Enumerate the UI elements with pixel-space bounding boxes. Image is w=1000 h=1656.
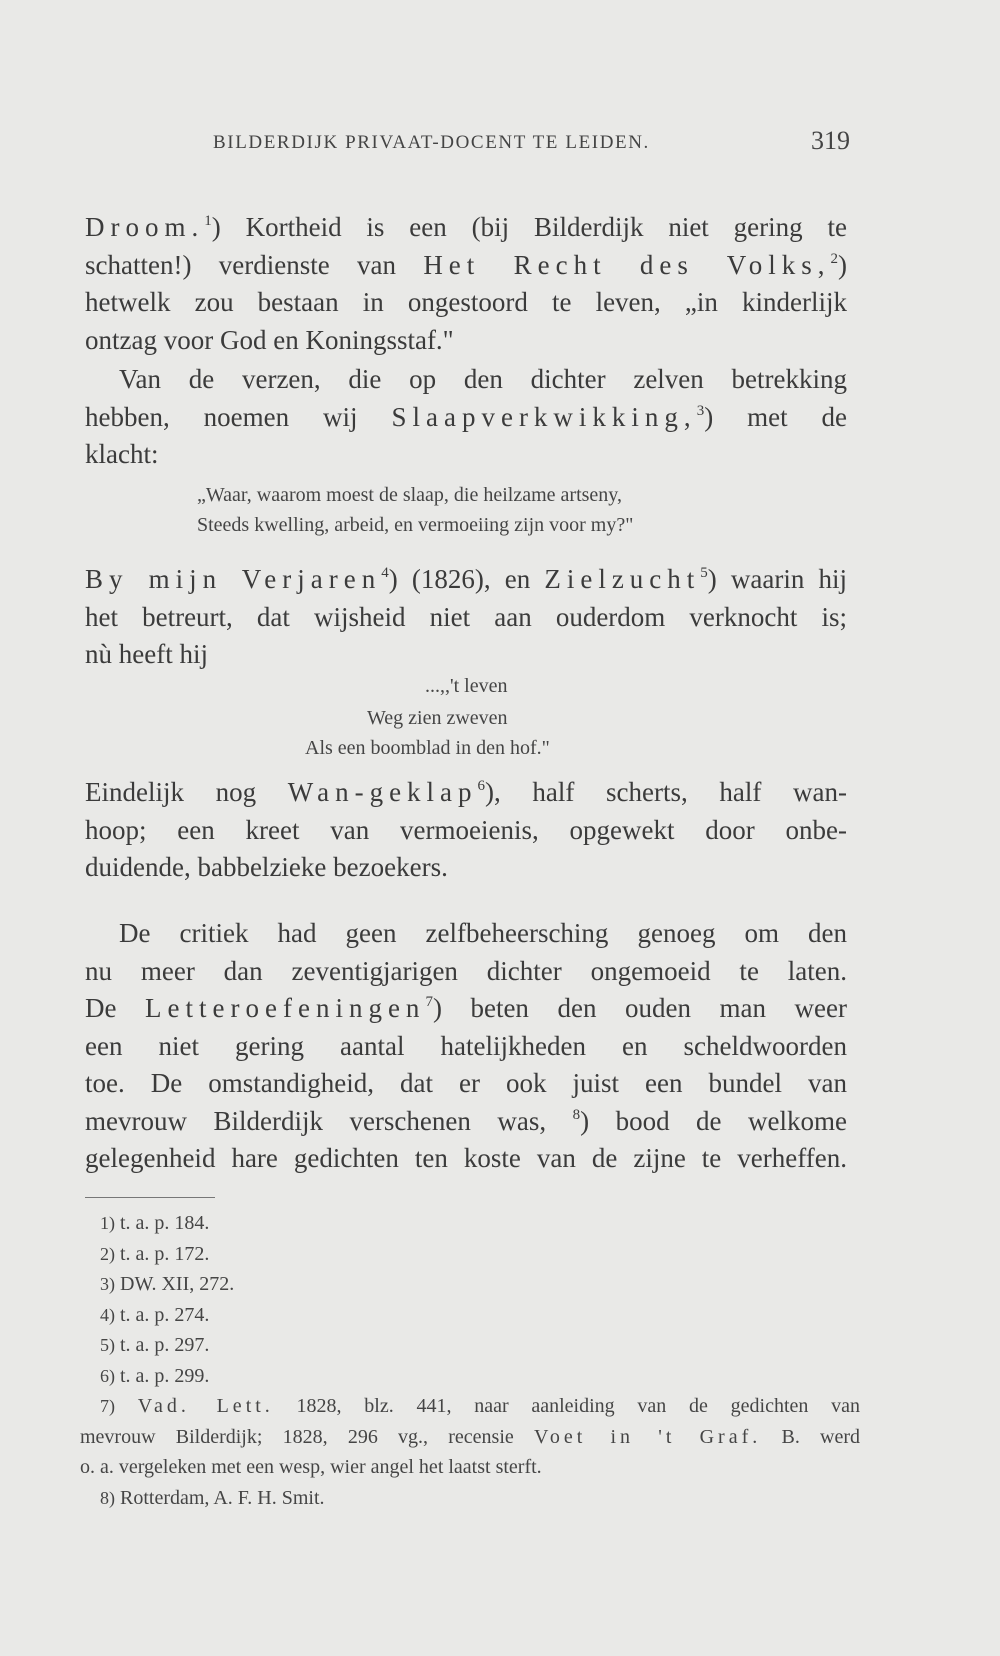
text-run: ) Kortheid is een (bij Bilderdijk niet gering te bbox=[211, 212, 847, 242]
footnote-6 bbox=[100, 1361, 860, 1392]
footnote-text: t. a. p. 172. bbox=[120, 1242, 210, 1265]
footnote-text: t. a. p. 184. bbox=[120, 1212, 210, 1234]
footnote-text: mevrouw Bilderdijk; 1828, 296 vg., recensie bbox=[80, 1425, 534, 1448]
footnote-number: 3) bbox=[100, 1274, 115, 1294]
text-line bbox=[85, 399, 847, 437]
text-run: schatten!) verdienste van bbox=[85, 249, 424, 280]
footnote-number: 2) bbox=[100, 1243, 115, 1264]
page-number: 319 bbox=[811, 126, 850, 155]
spaced-title: Wan-geklap bbox=[287, 777, 478, 807]
text-run: De bbox=[85, 993, 146, 1023]
text-line bbox=[85, 1103, 847, 1141]
paragraph-5 bbox=[85, 915, 847, 1178]
footnotes bbox=[80, 1208, 861, 1513]
text-line bbox=[85, 774, 847, 812]
paragraph-3 bbox=[85, 561, 847, 674]
footnote-ref: 8 bbox=[572, 1106, 581, 1123]
footnote-7-continued: o. a. vergeleken met een wesp, wier angel het laatst sterft. bbox=[80, 1456, 542, 1478]
text-line bbox=[85, 247, 847, 285]
text-run: ) met de bbox=[704, 401, 847, 432]
text-run: ) bbox=[837, 249, 847, 280]
paragraph-1 bbox=[85, 209, 847, 359]
footnote-ref: 6 bbox=[477, 778, 486, 794]
footnote-number: 6) bbox=[100, 1365, 115, 1386]
spaced-title: Zielzucht bbox=[544, 564, 701, 594]
footnote-5 bbox=[100, 1330, 860, 1361]
header-rule bbox=[95, 176, 850, 182]
footnote-text: B. werd bbox=[761, 1425, 861, 1448]
footnote-number: 8) bbox=[100, 1487, 115, 1508]
text-run: ), half scherts, half wan- bbox=[485, 777, 847, 807]
footnote-ref: 4 bbox=[381, 565, 389, 581]
spaced-title: Het Recht des Volks, bbox=[423, 249, 831, 280]
verse-quote-2-line-3 bbox=[305, 733, 550, 763]
text-line: De critiek had geen zelfbeheersching genoeg om den bbox=[119, 918, 847, 948]
footnote-7-continued bbox=[80, 1422, 860, 1453]
paragraph-4 bbox=[85, 774, 847, 887]
text-line: ontzag voor God en Koningsstaf." bbox=[85, 324, 454, 355]
footnote-ref: 2 bbox=[830, 250, 838, 267]
text-line bbox=[85, 990, 847, 1028]
footnote-text: Rotterdam, A. F. H. Smit. bbox=[120, 1486, 325, 1509]
page-header bbox=[95, 126, 850, 172]
footnote-4 bbox=[100, 1300, 860, 1331]
paragraph-2 bbox=[85, 361, 847, 474]
text-run: ) beten den ouden man weer bbox=[432, 993, 848, 1023]
footnote-number: 7) bbox=[100, 1396, 115, 1416]
spaced-title: Voet in 't Graf. bbox=[533, 1425, 762, 1448]
verse-line: Steeds kwelling, arbeid, en vermoeiing zijn voor my?" bbox=[197, 514, 634, 536]
footnote-separator bbox=[85, 1197, 215, 1198]
text-line: toe. De omstandigheid, dat er ook juist een bundel van bbox=[85, 1068, 847, 1098]
verse-line: ...,,'t leven bbox=[425, 675, 508, 697]
text-line: het betreurt, dat wijsheid niet aan ouderdom verknocht is; bbox=[85, 601, 847, 632]
text-run: mevrouw Bilderdijk verschenen was, bbox=[85, 1105, 573, 1136]
spaced-title: Letteroefeningen bbox=[145, 993, 426, 1023]
text-line: nù heeft hij bbox=[85, 639, 208, 669]
spaced-title: Droom. bbox=[85, 212, 205, 242]
footnote-8 bbox=[100, 1483, 860, 1514]
verse-quote-2-line-1 bbox=[425, 671, 507, 701]
text-line: nu meer dan zeventigjarigen dichter ongemoeid te laten. bbox=[85, 955, 847, 986]
footnote-3 bbox=[100, 1269, 860, 1300]
footnote-text: DW. XII, 272. bbox=[120, 1273, 235, 1295]
text-line: hoop; een kreet van vermoeienis, opgewekt door onbe- bbox=[85, 814, 847, 845]
footnote-ref: 5 bbox=[700, 565, 708, 581]
text-line bbox=[85, 209, 847, 247]
footnote-2 bbox=[100, 1239, 860, 1270]
footnote-1 bbox=[100, 1208, 860, 1239]
footnote-text: t. a. p. 299. bbox=[120, 1364, 210, 1387]
footnote-7 bbox=[100, 1391, 860, 1422]
text-line: gelegenheid hare gedichten ten koste van de zijne te verheffen. bbox=[85, 1143, 847, 1173]
footnote-number: 4) bbox=[100, 1304, 115, 1325]
verse-quote-1 bbox=[197, 480, 633, 540]
text-run: hebben, noemen wij bbox=[85, 401, 392, 432]
spaced-title: Vad. Lett. bbox=[137, 1395, 274, 1417]
text-line: Van de verzen, die op den dichter zelven betrekking bbox=[119, 364, 847, 394]
verse-quote-2-line-2 bbox=[367, 703, 508, 733]
footnote-number: 1) bbox=[100, 1213, 115, 1233]
footnote-ref: 3 bbox=[696, 402, 705, 419]
text-run: Eindelijk nog bbox=[85, 777, 288, 807]
verse-line: Als een boomblad in den hof." bbox=[305, 737, 550, 759]
verse-line: Weg zien zweven bbox=[367, 707, 508, 729]
text-line: een niet gering aantal hatelijkheden en scheldwoorden bbox=[85, 1030, 847, 1061]
footnote-text: t. a. p. 274. bbox=[120, 1303, 210, 1326]
running-title: BILDERDIJK PRIVAAT-DOCENT TE LEIDEN. bbox=[213, 132, 650, 153]
spaced-title: Slaapverkwikking, bbox=[391, 401, 697, 432]
spaced-title: By mijn Verjaren bbox=[85, 564, 382, 594]
text-line: duidende, babbelzieke bezoekers. bbox=[85, 852, 448, 882]
text-run: ) bood de welkome bbox=[580, 1105, 847, 1136]
footnote-text: 1828, blz. 441, naar aanleiding van de gedichten van bbox=[273, 1395, 861, 1417]
footnote-number: 5) bbox=[100, 1335, 115, 1355]
footnote-text: t. a. p. 297. bbox=[120, 1334, 210, 1356]
footnote-ref: 7 bbox=[425, 994, 433, 1010]
text-run: ) (1826), en bbox=[388, 564, 545, 594]
verse-line: „Waar, waarom moest de slaap, die heilzame artseny, bbox=[197, 484, 622, 506]
text-line: hetwelk zou bestaan in ongestoord te leven, „in kinderlijk bbox=[85, 287, 847, 317]
text-run: ) waarin hij bbox=[707, 564, 848, 594]
text-line bbox=[85, 561, 847, 599]
text-line: klacht: bbox=[85, 439, 159, 469]
footnote-ref: 1 bbox=[204, 213, 212, 229]
